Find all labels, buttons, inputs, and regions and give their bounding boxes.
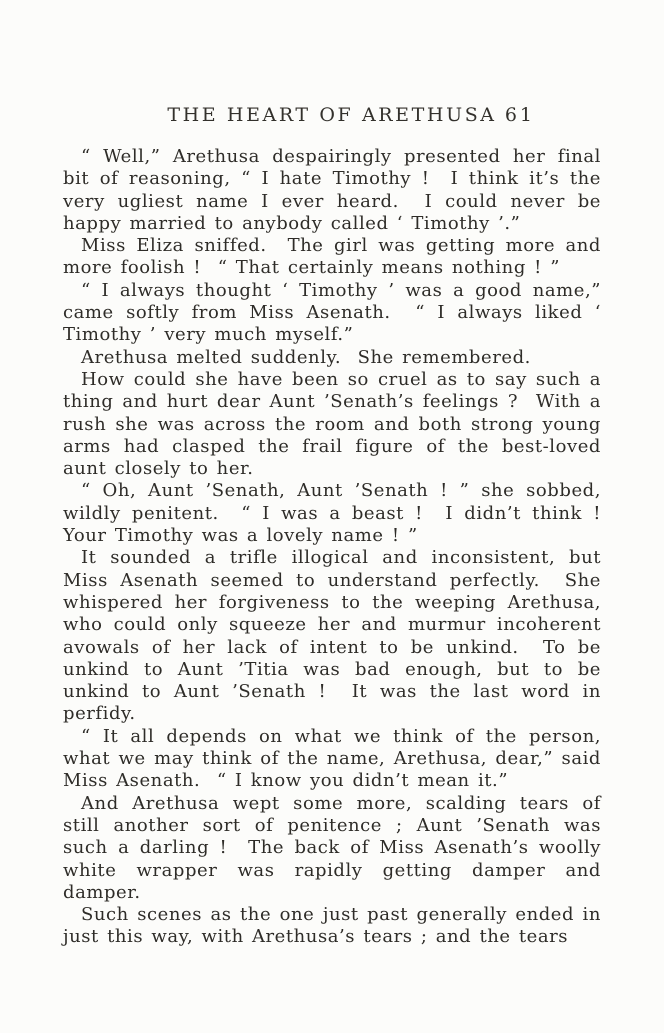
paragraph: It sounded a trifle illogical and inconsistent, but Miss Asenath seemed to understand perfectly. She whispered her forgiveness to the weeping Arethusa, who could only squeeze her and murmur incoherent avowals of her lack of intent to be unkind. To be unkind to Aunt ’Titia was bad enough, but to be unkind to Aunt ’Senath ! It was the last word in perfidy. [63,547,610,725]
paragraph: Such scenes as the one just past generally ended in just this way, with Arethusa’s tears ; and the tears [63,904,610,948]
paragraph: Miss Eliza sniffed. The girl was getting more and more foolish ! “ That certainly means nothing ! ” [63,235,610,279]
paragraph: Arethusa melted suddenly. She remembered. [81,346,531,368]
paragraph: How could she have been so cruel as to say such a thing and hurt dear Aunt ’Senath’s feelings ? With a rush she was across the room and both strong young arms had clasped the frail figure of the best-loved aunt closely to her. [63,368,610,480]
page-number: 61 [504,104,535,126]
paragraph: And Arethusa wept some more, scalding tears of still another sort of penitence ; Aunt ’Senath was such a darling ! The back of Miss Asenath’s woolly white wrapper was rapidly getting damper and damper. [63,792,610,903]
running-title: THE HEART OF ARETHUSA [167,104,497,126]
page-header [63,104,601,130]
paragraph: “ It all depends on what we think of the person, what we may think of the name, Arethusa, dear,” said Miss Asenath. “ I know you didn’t mean it.” [63,725,610,792]
paragraph: “ Well,” Arethusa despairingly presented her final bit of reasoning, “ I hate Timothy ! I think it’s the very ugliest name I ever heard. I could never be happy married to anybody called ‘ Timothy ’.” [63,146,610,234]
paragraph: “ Oh, Aunt ’Senath, Aunt ’Senath ! ” she sobbed, wildly penitent. “ I was a beast ! I didn’t think ! Your Timothy was a lovely name ! ” [63,480,610,547]
paragraph: “ I always thought ‘ Timothy ’ was a good name,” came softly from Miss Asenath. “ I always liked ‘ Timothy ’ very much myself.” [63,279,610,346]
page-body [63,146,610,949]
